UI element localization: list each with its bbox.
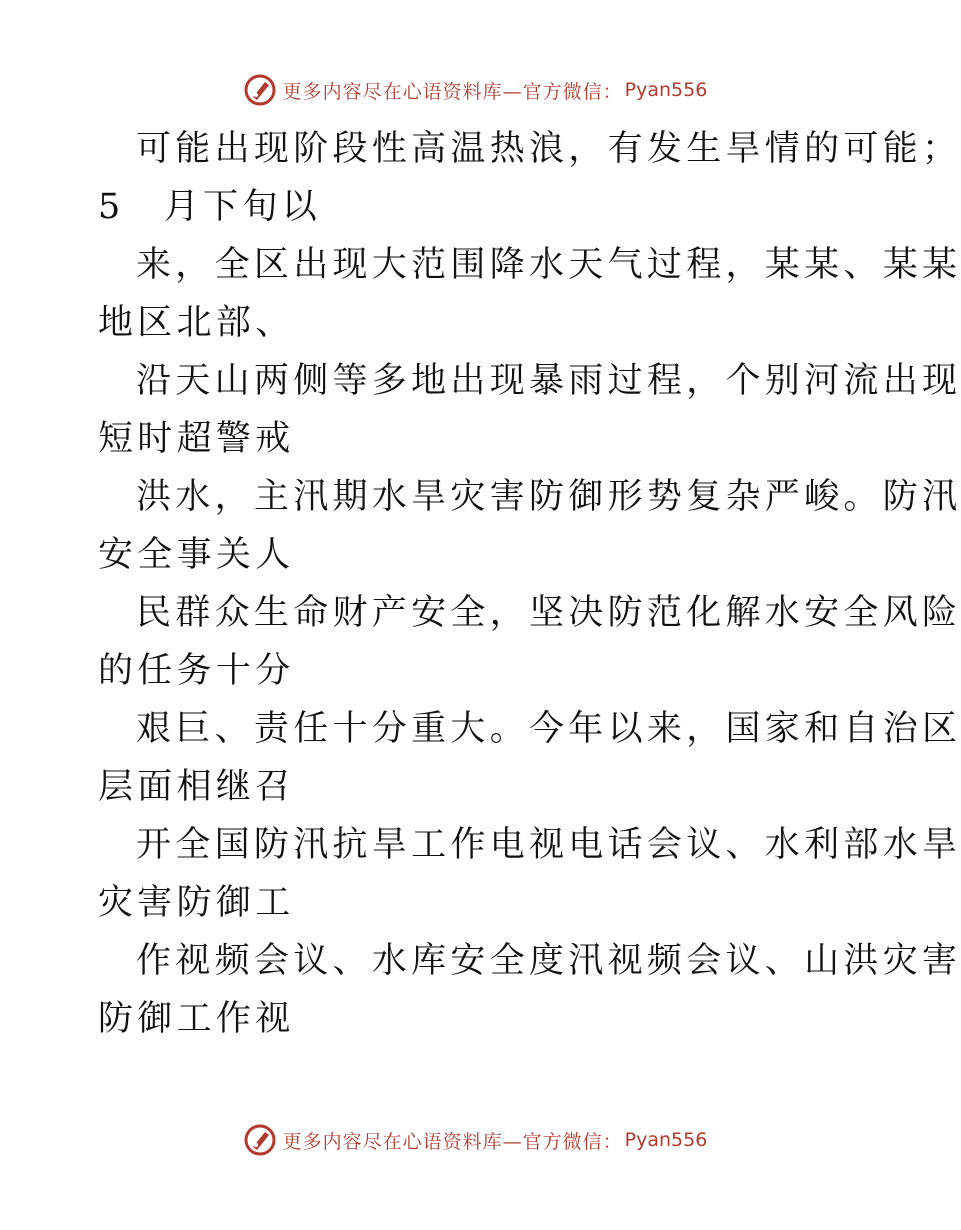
- text-line: 地区北部、: [98, 303, 295, 343]
- text-line: 防御工作视: [98, 999, 295, 1039]
- text-line: 安全事关人: [98, 535, 295, 575]
- watermark-text: 更多内容尽在心语资料库—官方微信：: [282, 1130, 623, 1153]
- text-line: 层面相继召: [98, 767, 295, 807]
- pen-logo-icon: [243, 1123, 277, 1157]
- text-line: 可能出现阶段性高温热浪，有发生旱情的可能；: [136, 129, 961, 169]
- text-line: 民群众生命财产安全，坚决防范化解水安全风险: [136, 593, 961, 633]
- document-body: [98, 120, 961, 1048]
- text-line: 洪水，主汛期水旱灾害防御形势复杂严峻。防汛: [136, 477, 961, 517]
- text-line: 艰巨、责任十分重大。今年以来，国家和自治区: [136, 709, 961, 749]
- pen-logo-icon: [243, 73, 277, 107]
- text-line: 开全国防汛抗旱工作电视电话会议、水利部水旱: [136, 825, 961, 865]
- watermark-contact: Pyan556: [624, 79, 708, 101]
- text-line: 来，全区出现大范围降水天气过程，某某、某某: [136, 245, 961, 285]
- watermark-text: 更多内容尽在心语资料库—官方微信：: [282, 80, 623, 103]
- text-line: 短时超警戒: [98, 419, 295, 459]
- footer-watermark: [0, 1120, 950, 1160]
- text-line: 沿天山两侧等多地出现暴雨过程，个别河流出现: [136, 361, 961, 401]
- text-line: 5 月下旬以: [98, 187, 322, 227]
- watermark-contact: Pyan556: [624, 1129, 708, 1151]
- text-line: 作视频会议、水库安全度汛视频会议、山洪灾害: [136, 941, 961, 981]
- text-line: 的任务十分: [98, 651, 295, 691]
- header-watermark: [0, 70, 950, 110]
- text-line: 灾害防御工: [98, 883, 295, 923]
